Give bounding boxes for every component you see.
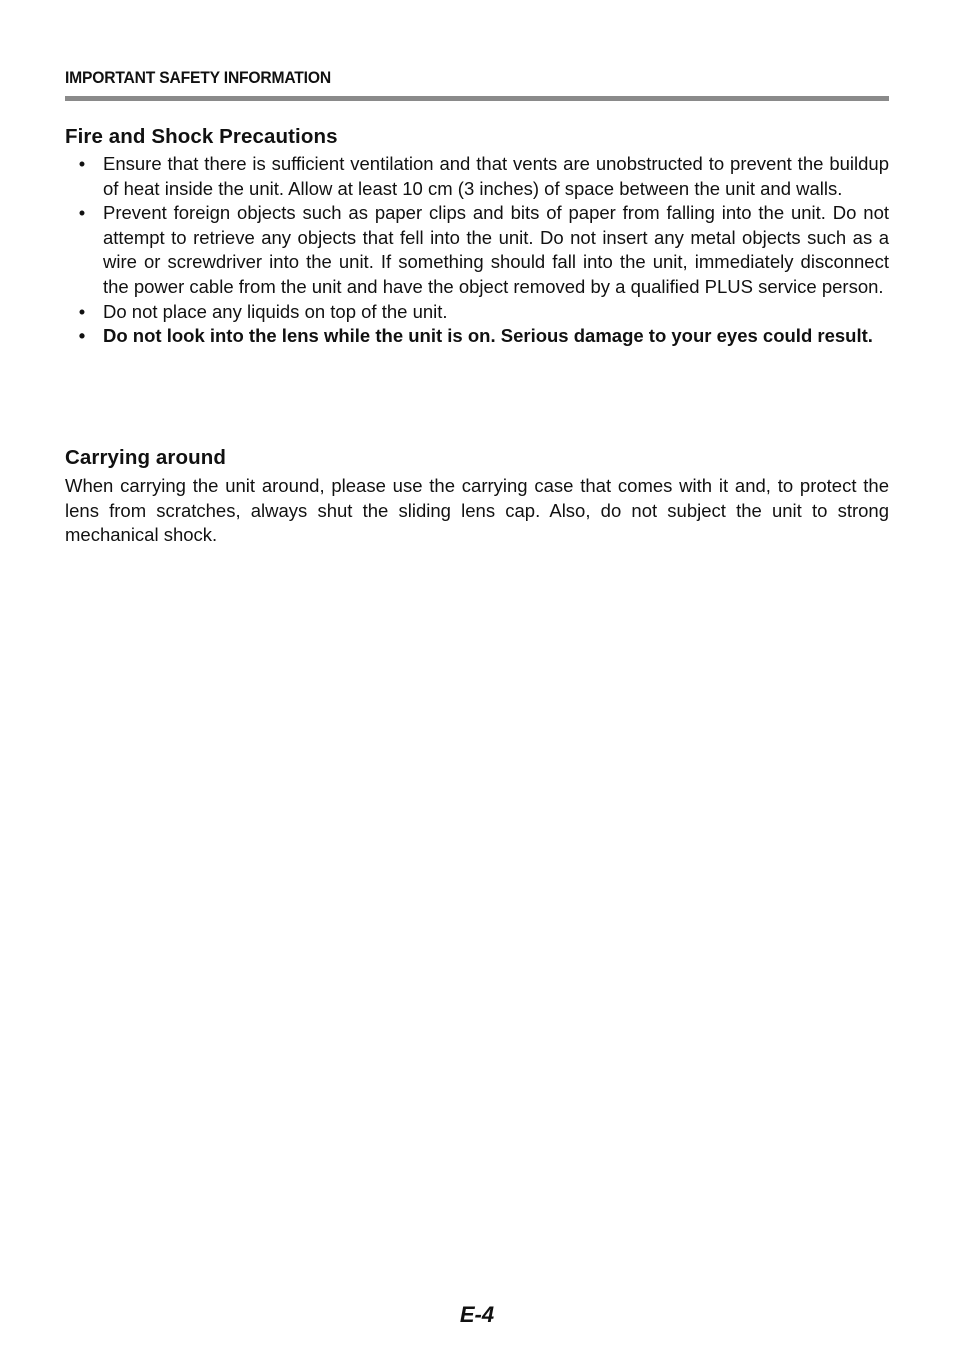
- bullet-icon: •: [78, 300, 86, 322]
- carrying-around-paragraph: When carrying the unit around, please use the carrying case that comes with it and, to protect the lens from scratches, always shut the sliding lens cap. Also, do not subject the unit to strong mechanical shock.: [65, 475, 889, 546]
- list-item-text: Do not place any liquids on top of the unit.: [103, 300, 448, 322]
- list-item: [65, 300, 889, 325]
- list-item: [65, 152, 889, 201]
- page-number: E-4: [459, 1302, 495, 1327]
- bullet-icon: •: [78, 202, 86, 224]
- list-item: [65, 201, 889, 299]
- header-divider: [65, 96, 889, 101]
- section-title-carrying-around: Carrying around: [65, 446, 226, 469]
- list-item-text: Do not look into the lens while the unit is on. Serious damage to your eyes could result.: [103, 325, 873, 347]
- section-title-fire-and-shock: Fire and Shock Precautions: [65, 125, 338, 148]
- list-item-text: Prevent foreign objects such as paper clips and bits of paper from falling into the unit. Do not attempt to retrieve any objects that fell into the unit. Do not insert any metal objects such as a wire or screwdriver into the unit. If something should fall into the unit, immediately disconnect the power cable from the unit and have the object removed by a qualified PLUS service person.: [103, 202, 889, 297]
- list-item-warning: [65, 324, 889, 349]
- bullet-icon: •: [78, 153, 86, 174]
- page-header-title: IMPORTANT SAFETY INFORMATION: [65, 68, 331, 87]
- bullet-icon: •: [78, 325, 86, 347]
- fire-precautions-list: [65, 152, 889, 349]
- list-item-text: Ensure that there is sufficient ventilation and that vents are unobstructed to prevent the buildup of heat inside the unit. Allow at least 10 cm (3 inches) of space between the unit and walls.: [103, 153, 889, 199]
